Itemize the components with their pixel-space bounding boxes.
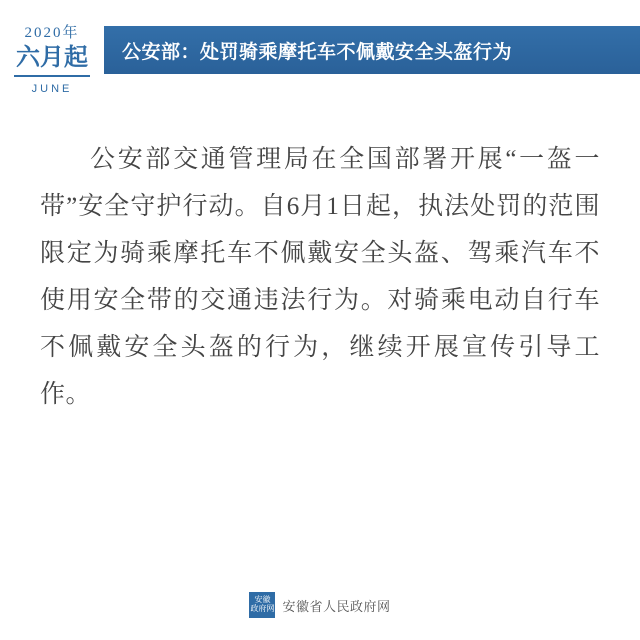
date-month: 六月起 — [14, 43, 90, 77]
logo-line-1: 安徽 — [254, 595, 271, 604]
date-year: 2020年 — [24, 25, 80, 41]
date-block — [0, 22, 104, 98]
footer — [0, 592, 640, 618]
government-site-logo — [249, 592, 275, 618]
title-bar — [104, 26, 640, 74]
logo-line-2: 政府网 — [250, 604, 275, 613]
header — [0, 0, 640, 95]
page-title: 公安部：处罚骑乘摩托车不佩戴安全头盔行为 — [122, 41, 513, 63]
body-paragraph: 公安部交通管理局在全国部署开展“一盔一带”安全守护行动。自6月1日起，执法处罚的范围限定为骑乘摩托车不佩戴安全头盔、驾乘汽车不使用安全带的交通违法行为。对骑乘电动自行车不佩戴安全头盔的行为，继续开展宣传引导工作。 — [40, 146, 600, 408]
date-month-english: JUNE — [31, 83, 73, 95]
content-area — [40, 136, 600, 418]
footer-site-name: 安徽省人民政府网 — [282, 598, 391, 614]
